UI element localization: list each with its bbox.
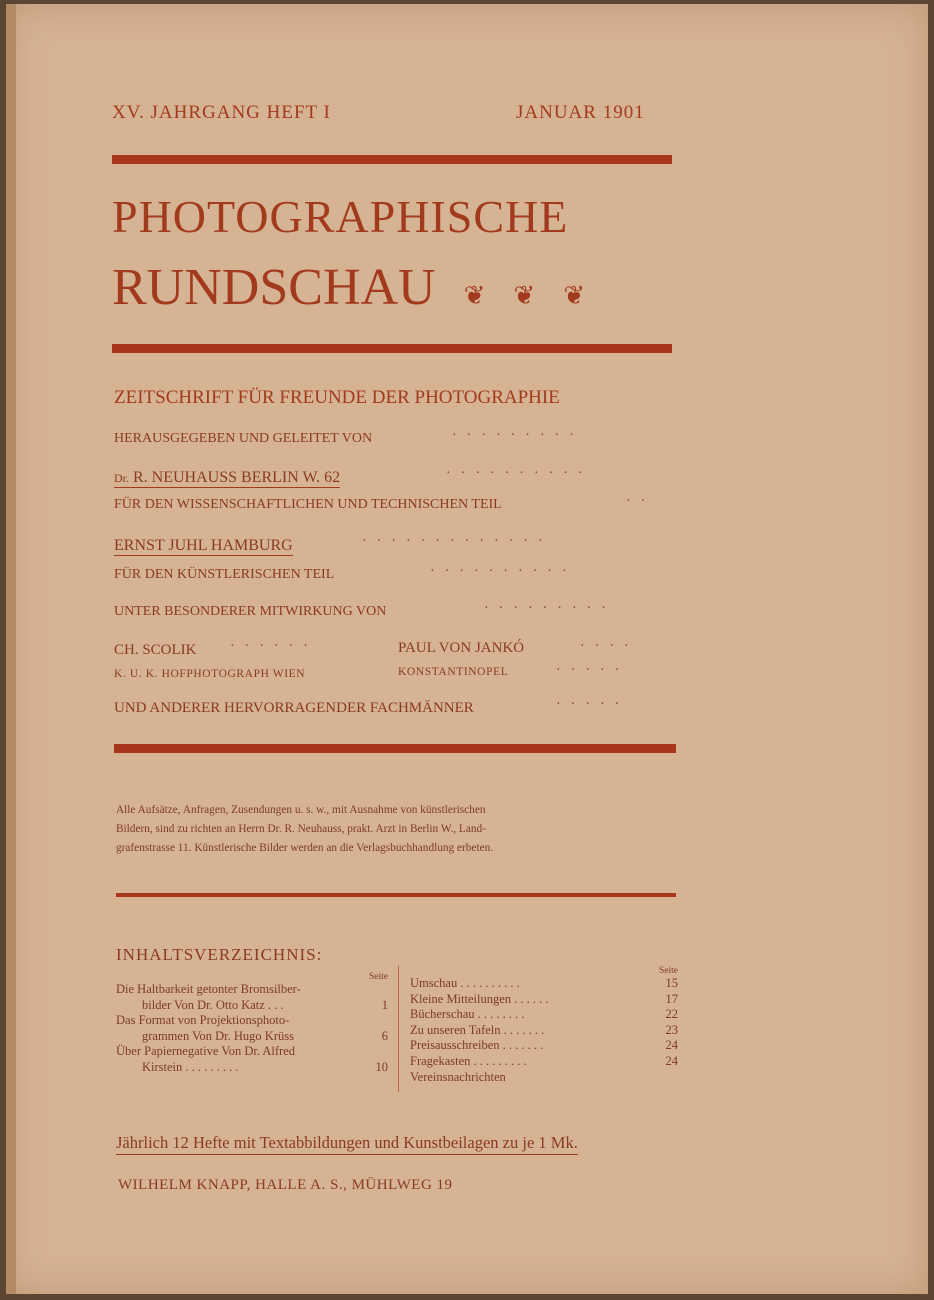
editor-1-role: FÜR DEN WISSENSCHAFTLICHEN UND TECHNISCHEN TEIL bbox=[114, 497, 502, 512]
toc-entry[interactable]: Umschau . . . . . . . . . . 15 bbox=[410, 976, 678, 990]
toc-entry[interactable]: Vereinsnachrichten bbox=[410, 1069, 506, 1084]
leader-dots: ····· bbox=[556, 697, 630, 712]
leader-dots: ········· bbox=[452, 428, 584, 443]
contributor-1-role: K. U. K. HOFPHOTOGRAPH WIEN bbox=[114, 668, 306, 680]
toc-column-divider bbox=[398, 966, 399, 1092]
toc-entry[interactable]: Das Format von Projektionsphoto- bbox=[116, 1013, 290, 1028]
contributor-1-name: CH. SCOLIK bbox=[114, 642, 197, 658]
contributor-2-role: KONSTANTINOPEL bbox=[398, 666, 509, 678]
spine-edge bbox=[6, 4, 16, 1294]
toc-left-column bbox=[116, 970, 388, 1076]
toc-entry[interactable]: Zu unseren Tafeln . . . . . . . 23 bbox=[410, 1022, 678, 1037]
issue-date: JANUAR 1901 bbox=[516, 102, 645, 123]
leader-dots: ·········· bbox=[430, 564, 577, 579]
leader-dots: ········· bbox=[484, 601, 616, 616]
other-contributors: UND ANDERER HERVORRAGENDER FACHMÄNNER bbox=[114, 700, 474, 716]
title-line-2-row bbox=[112, 258, 585, 317]
toc-heading: INHALTSVERZEICHNIS: bbox=[116, 945, 323, 964]
toc-page-header: Seite bbox=[659, 966, 678, 976]
editor-2-name: ERNST JUHL HAMBURG bbox=[114, 537, 293, 554]
leader-dots: ·········· bbox=[446, 466, 593, 481]
toc-page-header: Seite bbox=[369, 972, 388, 982]
leader-dots: ·· bbox=[626, 494, 656, 509]
leader-dots: ····· bbox=[556, 663, 630, 678]
leader-dots: ······ bbox=[230, 639, 318, 654]
subtitle: ZEITSCHRIFT FÜR FREUNDE DER PHOTOGRAPHIE bbox=[114, 387, 560, 408]
notice-block bbox=[116, 801, 493, 858]
title-line-1: PHOTOGRAPHISCHE bbox=[112, 191, 569, 242]
volume-issue: XV. JAHRGANG HEFT I bbox=[112, 102, 331, 123]
editor-1 bbox=[114, 469, 340, 488]
subscription-note: Jährlich 12 Hefte mit Textabbildungen und Kunstbeilagen zu je 1 Mk. bbox=[116, 1133, 578, 1155]
notice-line: Alle Aufsätze, Anfragen, Zusendungen u. s. w., mit Ausnahme von künstlerischen bbox=[116, 804, 486, 816]
toc-entry[interactable]: Kleine Mitteilungen . . . . . . 17 bbox=[410, 991, 678, 1006]
toc-entry[interactable]: Fragekasten . . . . . . . . . 24 bbox=[410, 1053, 678, 1068]
editor-1-title: Dr. bbox=[114, 471, 129, 485]
rule-lower bbox=[114, 744, 676, 753]
toc-entry[interactable]: Über Papiernegative Von Dr. Alfred bbox=[116, 1044, 296, 1059]
publisher-imprint: WILHELM KNAPP, HALLE A. S., MÜHLWEG 19 bbox=[118, 1177, 453, 1193]
rule-thin bbox=[116, 893, 676, 897]
toc-right-column bbox=[410, 964, 678, 1085]
editors-intro: HERAUSGEGEBEN UND GELEITET VON bbox=[114, 431, 373, 446]
fleuron-icon: ❦ bbox=[463, 281, 486, 310]
editor-1-name: R. NEUHAUSS BERLIN W. 62 bbox=[133, 469, 341, 486]
rule-middle bbox=[112, 344, 672, 353]
toc-entry[interactable]: Die Haltbarkeit getonter Bromsilber- bbox=[116, 982, 301, 996]
notice-line: Bildern, sind zu richten an Herrn Dr. R. Neuhauss, prakt. Arzt in Berlin W., Land- bbox=[116, 823, 486, 835]
contributor-2-name: PAUL VON JANKÓ bbox=[398, 640, 525, 656]
leader-dots: ···· bbox=[580, 639, 639, 654]
title-line-2: RUNDSCHAU bbox=[112, 259, 436, 316]
toc-entry[interactable]: Kirstein . . . . . . . . . 10 bbox=[142, 1059, 388, 1074]
fleuron-icon: ❦ bbox=[513, 281, 536, 310]
toc-entry[interactable]: Bücherschau . . . . . . . . 22 bbox=[410, 1007, 678, 1022]
toc-entry[interactable]: bilder Von Dr. Otto Katz . . . 1 bbox=[142, 997, 388, 1012]
toc-entry[interactable]: grammen Von Dr. Hugo Krüss 6 bbox=[142, 1028, 388, 1043]
notice-line: grafenstrasse 11. Künstlerische Bilder werden an die Verlagsbuchhandlung erbeten. bbox=[116, 842, 494, 854]
editor-2-role: FÜR DEN KÜNSTLERISCHEN TEIL bbox=[114, 567, 335, 582]
rule-top bbox=[112, 155, 672, 164]
toc-entry[interactable]: Preisausschreiben . . . . . . . 24 bbox=[410, 1038, 678, 1053]
collab-intro: UNTER BESONDERER MITWIRKUNG VON bbox=[114, 604, 387, 619]
leader-dots: ············· bbox=[362, 534, 553, 549]
fleuron-icon: ❦ bbox=[563, 281, 585, 310]
